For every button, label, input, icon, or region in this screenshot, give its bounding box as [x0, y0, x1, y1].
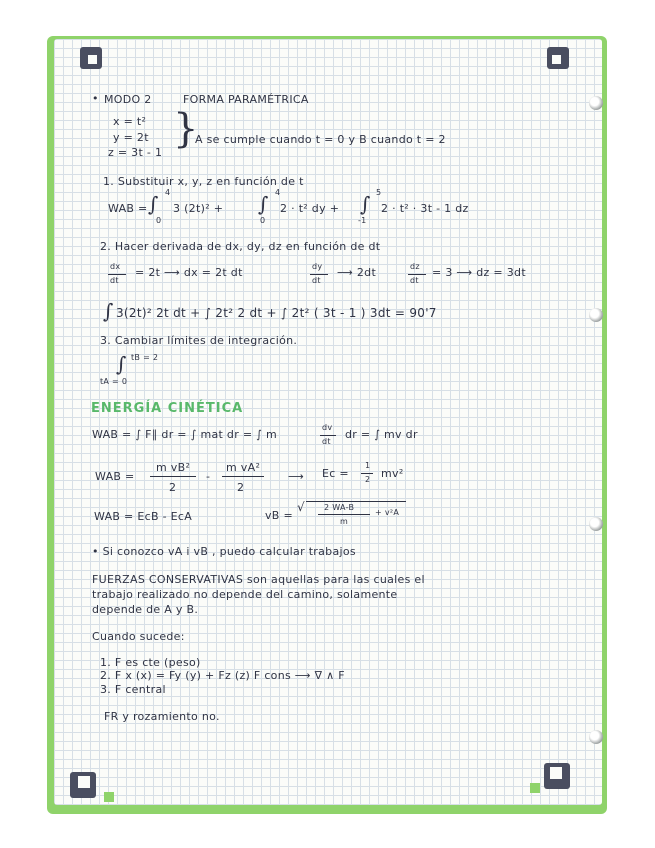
fraction-num: 2 WA-B	[324, 503, 355, 512]
equation-z: z = 3t - 1	[108, 146, 163, 159]
condition-item: 1. F es cte (peso)	[100, 656, 201, 669]
step2-text: 2. Hacer derivada de dx, dy, dz en función de dt	[100, 240, 381, 253]
limit-upper: 5	[376, 188, 382, 197]
integral-expression: 3(2t)² 2t dt + ∫ 2t² 2 dt + ∫ 2t² ( 3t - 1 ) 3dt = 90'7	[116, 306, 437, 320]
equation-x: x = t²	[113, 115, 147, 128]
fraction-line	[408, 274, 426, 275]
corner-mark-icon	[547, 47, 569, 69]
note-text: • Si conozco vA i vB , puedo calcular trabajos	[92, 545, 356, 558]
definition-line1: FUERZAS CONSERVATIVAS son aquellas para las cuales el	[92, 573, 425, 586]
section-title: ENERGÍA CINÉTICA	[91, 401, 244, 416]
derivative-num: dz	[410, 262, 420, 271]
integrand-2: 2 · t² dy +	[280, 202, 340, 215]
fraction-line	[108, 274, 126, 275]
sqrt-line	[306, 501, 406, 502]
derivative-den: dt	[312, 276, 321, 285]
kinetic-energy-label: Ec =	[322, 467, 349, 480]
curly-brace-icon: }	[173, 106, 199, 152]
step1-text: 1. Substituir x, y, z en función de t	[103, 175, 304, 188]
limit-lower: 0	[156, 216, 162, 225]
green-square-icon	[104, 792, 114, 802]
friction-note: FR y rozamiento no.	[104, 710, 220, 723]
fraction-num: 1	[365, 461, 371, 470]
fraction-line	[318, 514, 370, 515]
when-label: Cuando sucede:	[92, 630, 185, 643]
work-energy-theorem: WAB = EcB - EcA	[94, 510, 193, 523]
velocity-tail: + v²A	[375, 508, 400, 517]
energy-line1-tail: dr = ∫ mv dr	[345, 428, 418, 441]
derivative-den: dt	[110, 276, 119, 285]
definition-line2: trabajo realizado no depende del camino, solamente	[92, 588, 398, 601]
limit-lower: -1	[358, 216, 367, 225]
derivative-den: dt	[410, 276, 419, 285]
derivative-num: dy	[312, 262, 323, 271]
fraction-num: dv	[322, 423, 333, 432]
limit-lower: 0	[260, 216, 266, 225]
minus-sign: -	[206, 470, 211, 483]
derivative-dx: = 2t ⟶ dx = 2t dt	[135, 266, 243, 279]
condition-text: A se cumple cuando t = 0 y B cuando t = 2	[195, 133, 446, 146]
fraction-den: 2	[237, 481, 245, 494]
fraction-line	[320, 435, 336, 436]
limit-upper: tB = 2	[131, 353, 159, 362]
derivative-dy: ⟶ 2dt	[337, 266, 377, 279]
sqrt-icon: √	[297, 500, 305, 514]
integral-icon: ∫	[360, 192, 371, 216]
derivative-num: dx	[110, 262, 121, 271]
fraction-line	[361, 473, 373, 474]
integral-icon: ∫	[258, 192, 269, 216]
corner-mark-icon	[70, 772, 96, 798]
limit-upper: 4	[165, 188, 171, 197]
binder-hole-icon	[589, 517, 603, 531]
fraction-den: dt	[322, 437, 331, 446]
limit-lower: tA = 0	[100, 377, 128, 386]
derivative-dz: = 3 ⟶ dz = 3dt	[432, 266, 526, 279]
kinetic-energy-rhs: mv²	[381, 467, 404, 480]
method-subheading: FORMA PARAMÉTRICA	[183, 93, 309, 106]
fraction-den: m	[340, 517, 349, 526]
fraction-line	[150, 476, 196, 477]
condition-item: 3. F central	[100, 683, 166, 696]
work-label: WAB =	[108, 202, 148, 215]
binder-hole-icon	[589, 308, 603, 322]
velocity-label: vB =	[265, 509, 293, 522]
fraction-num: m vB²	[156, 461, 191, 474]
limit-upper: 4	[275, 188, 281, 197]
energy-line1: WAB = ∫ F∥ dr = ∫ mat dr = ∫ m	[92, 428, 277, 441]
definition-line3: depende de A y B.	[92, 603, 199, 616]
integral-icon: ∫	[116, 352, 127, 376]
bullet: •	[92, 92, 99, 105]
work-label: WAB =	[95, 470, 135, 483]
equation-y: y = 2t	[113, 131, 149, 144]
integrand-3: 2 · t² · 3t - 1 dz	[381, 202, 469, 215]
corner-mark-icon	[544, 763, 570, 789]
green-square-icon	[530, 783, 540, 793]
integral-icon: ∫	[103, 299, 114, 323]
binder-hole-icon	[589, 96, 603, 110]
fraction-den: 2	[365, 475, 371, 484]
integral-icon: ∫	[148, 192, 159, 216]
step3-text: 3. Cambiar límites de integración.	[100, 334, 298, 347]
fraction-num: m vA²	[226, 461, 261, 474]
fraction-line	[222, 476, 264, 477]
arrow-icon: ⟶	[288, 470, 305, 483]
binder-hole-icon	[589, 730, 603, 744]
fraction-line	[310, 274, 328, 275]
method-heading: MODO 2	[104, 93, 152, 106]
corner-mark-icon	[80, 47, 102, 69]
integrand-1: 3 (2t)² +	[173, 202, 224, 215]
fraction-den: 2	[169, 481, 177, 494]
condition-item: 2. F x (x) = Fy (y) + Fz (z) F cons ⟶ ∇ ∧ F	[100, 669, 345, 682]
